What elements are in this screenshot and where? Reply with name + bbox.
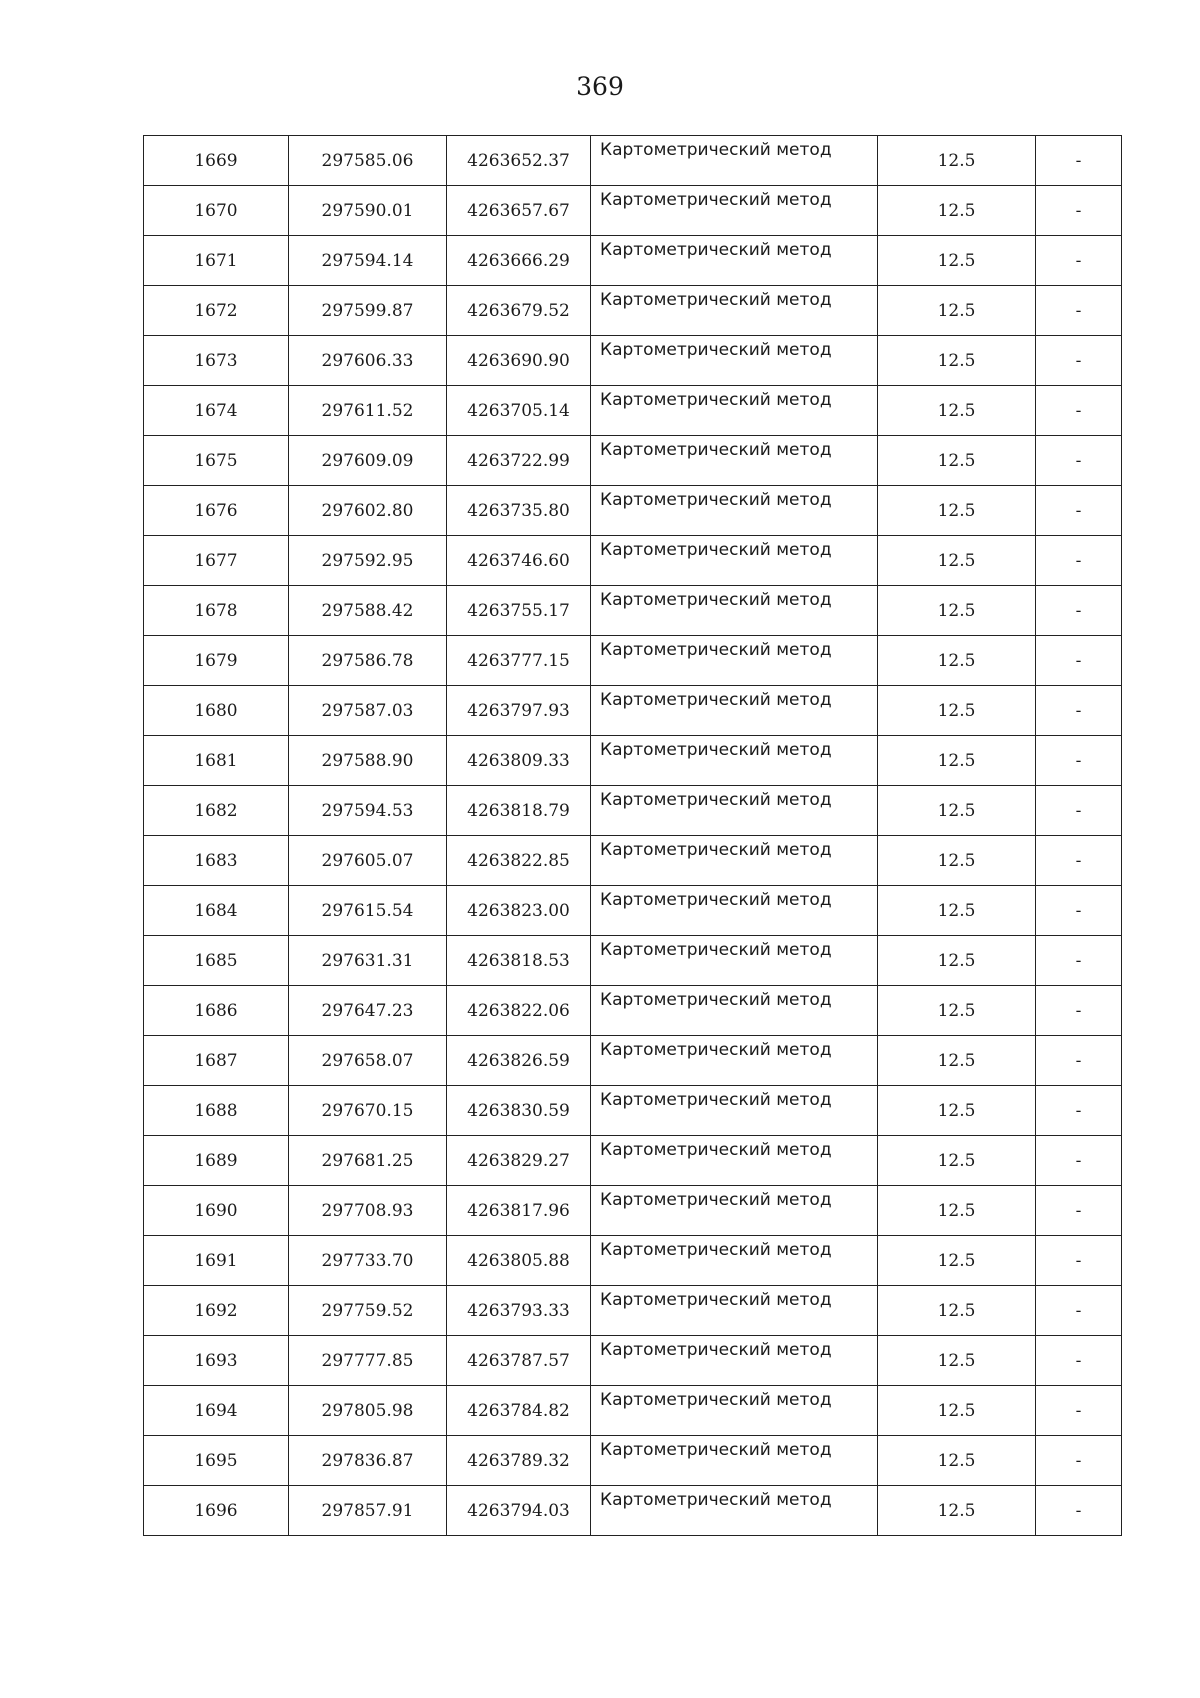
method-cell: Картометрический метод [591, 586, 878, 636]
x-coordinate-cell: 297611.52 [289, 386, 447, 436]
y-coordinate-cell: 4263666.29 [447, 236, 591, 286]
note-cell: - [1036, 686, 1122, 736]
x-coordinate-cell: 297681.25 [289, 1136, 447, 1186]
point-number-cell: 1692 [144, 1286, 289, 1336]
method-cell: Картометрический метод [591, 1236, 878, 1286]
accuracy-cell: 12.5 [878, 586, 1036, 636]
x-coordinate-cell: 297588.42 [289, 586, 447, 636]
point-number-cell: 1671 [144, 236, 289, 286]
accuracy-cell: 12.5 [878, 536, 1036, 586]
method-cell: Картометрический метод [591, 136, 878, 186]
accuracy-cell: 12.5 [878, 1136, 1036, 1186]
table-row [144, 1236, 1122, 1286]
x-coordinate-cell: 297602.80 [289, 486, 447, 536]
x-coordinate-cell: 297605.07 [289, 836, 447, 886]
y-coordinate-cell: 4263755.17 [447, 586, 591, 636]
method-cell: Картометрический метод [591, 1086, 878, 1136]
table-row [144, 536, 1122, 586]
point-number-cell: 1669 [144, 136, 289, 186]
point-number-cell: 1696 [144, 1486, 289, 1536]
x-coordinate-cell: 297586.78 [289, 636, 447, 686]
table-row [144, 386, 1122, 436]
note-cell: - [1036, 1186, 1122, 1236]
y-coordinate-cell: 4263705.14 [447, 386, 591, 436]
y-coordinate-cell: 4263735.80 [447, 486, 591, 536]
y-coordinate-cell: 4263805.88 [447, 1236, 591, 1286]
note-cell: - [1036, 1236, 1122, 1286]
coordinates-table-body [144, 136, 1122, 1536]
point-number-cell: 1675 [144, 436, 289, 486]
table-row [144, 936, 1122, 986]
y-coordinate-cell: 4263817.96 [447, 1186, 591, 1236]
y-coordinate-cell: 4263657.67 [447, 186, 591, 236]
x-coordinate-cell: 297647.23 [289, 986, 447, 1036]
accuracy-cell: 12.5 [878, 486, 1036, 536]
x-coordinate-cell: 297590.01 [289, 186, 447, 236]
method-cell: Картометрический метод [591, 836, 878, 886]
y-coordinate-cell: 4263818.53 [447, 936, 591, 986]
y-coordinate-cell: 4263809.33 [447, 736, 591, 786]
y-coordinate-cell: 4263829.27 [447, 1136, 591, 1186]
method-cell: Картометрический метод [591, 1286, 878, 1336]
x-coordinate-cell: 297599.87 [289, 286, 447, 336]
note-cell: - [1036, 1086, 1122, 1136]
accuracy-cell: 12.5 [878, 136, 1036, 186]
point-number-cell: 1686 [144, 986, 289, 1036]
table-row [144, 586, 1122, 636]
method-cell: Картометрический метод [591, 536, 878, 586]
table-row [144, 286, 1122, 336]
table-row [144, 236, 1122, 286]
point-number-cell: 1694 [144, 1386, 289, 1436]
point-number-cell: 1690 [144, 1186, 289, 1236]
accuracy-cell: 12.5 [878, 386, 1036, 436]
table-row [144, 1336, 1122, 1386]
accuracy-cell: 12.5 [878, 1436, 1036, 1486]
x-coordinate-cell: 297805.98 [289, 1386, 447, 1436]
accuracy-cell: 12.5 [878, 236, 1036, 286]
method-cell: Картометрический метод [591, 786, 878, 836]
method-cell: Картометрический метод [591, 1186, 878, 1236]
accuracy-cell: 12.5 [878, 986, 1036, 1036]
accuracy-cell: 12.5 [878, 936, 1036, 986]
table-row [144, 786, 1122, 836]
point-number-cell: 1687 [144, 1036, 289, 1086]
table-row [144, 1186, 1122, 1236]
point-number-cell: 1681 [144, 736, 289, 786]
accuracy-cell: 12.5 [878, 836, 1036, 886]
point-number-cell: 1674 [144, 386, 289, 436]
method-cell: Картометрический метод [591, 386, 878, 436]
x-coordinate-cell: 297631.31 [289, 936, 447, 986]
x-coordinate-cell: 297609.09 [289, 436, 447, 486]
note-cell: - [1036, 436, 1122, 486]
point-number-cell: 1685 [144, 936, 289, 986]
y-coordinate-cell: 4263793.33 [447, 1286, 591, 1336]
x-coordinate-cell: 297585.06 [289, 136, 447, 186]
table-row [144, 1136, 1122, 1186]
y-coordinate-cell: 4263679.52 [447, 286, 591, 336]
note-cell: - [1036, 1136, 1122, 1186]
accuracy-cell: 12.5 [878, 786, 1036, 836]
accuracy-cell: 12.5 [878, 886, 1036, 936]
method-cell: Картометрический метод [591, 1336, 878, 1386]
page-number: 369 [576, 72, 624, 101]
point-number-cell: 1695 [144, 1436, 289, 1486]
method-cell: Картометрический метод [591, 936, 878, 986]
table-row [144, 1386, 1122, 1436]
note-cell: - [1036, 386, 1122, 436]
note-cell: - [1036, 486, 1122, 536]
note-cell: - [1036, 136, 1122, 186]
accuracy-cell: 12.5 [878, 686, 1036, 736]
table-row [144, 1036, 1122, 1086]
y-coordinate-cell: 4263722.99 [447, 436, 591, 486]
table-row [144, 636, 1122, 686]
table-row [144, 486, 1122, 536]
x-coordinate-cell: 297857.91 [289, 1486, 447, 1536]
method-cell: Картометрический метод [591, 736, 878, 786]
x-coordinate-cell: 297615.54 [289, 886, 447, 936]
table-row [144, 336, 1122, 386]
method-cell: Картометрический метод [591, 1486, 878, 1536]
y-coordinate-cell: 4263822.06 [447, 986, 591, 1036]
note-cell: - [1036, 786, 1122, 836]
method-cell: Картометрический метод [591, 986, 878, 1036]
x-coordinate-cell: 297777.85 [289, 1336, 447, 1386]
accuracy-cell: 12.5 [878, 1486, 1036, 1536]
y-coordinate-cell: 4263789.32 [447, 1436, 591, 1486]
point-number-cell: 1689 [144, 1136, 289, 1186]
y-coordinate-cell: 4263787.57 [447, 1336, 591, 1386]
accuracy-cell: 12.5 [878, 1036, 1036, 1086]
table-row [144, 986, 1122, 1036]
y-coordinate-cell: 4263746.60 [447, 536, 591, 586]
method-cell: Картометрический метод [591, 436, 878, 486]
y-coordinate-cell: 4263823.00 [447, 886, 591, 936]
table-row [144, 736, 1122, 786]
note-cell: - [1036, 536, 1122, 586]
x-coordinate-cell: 297658.07 [289, 1036, 447, 1086]
note-cell: - [1036, 586, 1122, 636]
method-cell: Картометрический метод [591, 186, 878, 236]
note-cell: - [1036, 1336, 1122, 1386]
note-cell: - [1036, 186, 1122, 236]
y-coordinate-cell: 4263690.90 [447, 336, 591, 386]
point-number-cell: 1682 [144, 786, 289, 836]
point-number-cell: 1683 [144, 836, 289, 886]
method-cell: Картометрический метод [591, 1036, 878, 1086]
table-row [144, 836, 1122, 886]
x-coordinate-cell: 297836.87 [289, 1436, 447, 1486]
x-coordinate-cell: 297670.15 [289, 1086, 447, 1136]
point-number-cell: 1679 [144, 636, 289, 686]
y-coordinate-cell: 4263822.85 [447, 836, 591, 886]
y-coordinate-cell: 4263794.03 [447, 1486, 591, 1536]
accuracy-cell: 12.5 [878, 736, 1036, 786]
point-number-cell: 1688 [144, 1086, 289, 1136]
y-coordinate-cell: 4263826.59 [447, 1036, 591, 1086]
note-cell: - [1036, 1486, 1122, 1536]
accuracy-cell: 12.5 [878, 1336, 1036, 1386]
y-coordinate-cell: 4263818.79 [447, 786, 591, 836]
note-cell: - [1036, 986, 1122, 1036]
x-coordinate-cell: 297759.52 [289, 1286, 447, 1336]
y-coordinate-cell: 4263784.82 [447, 1386, 591, 1436]
accuracy-cell: 12.5 [878, 336, 1036, 386]
method-cell: Картометрический метод [591, 886, 878, 936]
x-coordinate-cell: 297592.95 [289, 536, 447, 586]
y-coordinate-cell: 4263777.15 [447, 636, 591, 686]
method-cell: Картометрический метод [591, 636, 878, 686]
note-cell: - [1036, 336, 1122, 386]
x-coordinate-cell: 297594.53 [289, 786, 447, 836]
table-row [144, 136, 1122, 186]
accuracy-cell: 12.5 [878, 1286, 1036, 1336]
note-cell: - [1036, 836, 1122, 886]
point-number-cell: 1670 [144, 186, 289, 236]
note-cell: - [1036, 736, 1122, 786]
accuracy-cell: 12.5 [878, 1236, 1036, 1286]
y-coordinate-cell: 4263652.37 [447, 136, 591, 186]
coordinates-table [143, 135, 1122, 1536]
method-cell: Картометрический метод [591, 486, 878, 536]
point-number-cell: 1672 [144, 286, 289, 336]
point-number-cell: 1693 [144, 1336, 289, 1386]
accuracy-cell: 12.5 [878, 1386, 1036, 1436]
method-cell: Картометрический метод [591, 236, 878, 286]
y-coordinate-cell: 4263797.93 [447, 686, 591, 736]
note-cell: - [1036, 886, 1122, 936]
table-row [144, 1086, 1122, 1136]
x-coordinate-cell: 297587.03 [289, 686, 447, 736]
note-cell: - [1036, 636, 1122, 686]
accuracy-cell: 12.5 [878, 636, 1036, 686]
point-number-cell: 1680 [144, 686, 289, 736]
method-cell: Картометрический метод [591, 1386, 878, 1436]
point-number-cell: 1684 [144, 886, 289, 936]
table-row [144, 436, 1122, 486]
point-number-cell: 1677 [144, 536, 289, 586]
method-cell: Картометрический метод [591, 1436, 878, 1486]
y-coordinate-cell: 4263830.59 [447, 1086, 591, 1136]
point-number-cell: 1691 [144, 1236, 289, 1286]
x-coordinate-cell: 297594.14 [289, 236, 447, 286]
x-coordinate-cell: 297588.90 [289, 736, 447, 786]
method-cell: Картометрический метод [591, 336, 878, 386]
method-cell: Картометрический метод [591, 286, 878, 336]
method-cell: Картометрический метод [591, 1136, 878, 1186]
table-row [144, 186, 1122, 236]
accuracy-cell: 12.5 [878, 286, 1036, 336]
table-row [144, 886, 1122, 936]
accuracy-cell: 12.5 [878, 186, 1036, 236]
note-cell: - [1036, 1436, 1122, 1486]
x-coordinate-cell: 297708.93 [289, 1186, 447, 1236]
note-cell: - [1036, 1286, 1122, 1336]
table-row [144, 1286, 1122, 1336]
accuracy-cell: 12.5 [878, 1086, 1036, 1136]
note-cell: - [1036, 1386, 1122, 1436]
table-row [144, 1436, 1122, 1486]
note-cell: - [1036, 236, 1122, 286]
table-row [144, 1486, 1122, 1536]
x-coordinate-cell: 297606.33 [289, 336, 447, 386]
note-cell: - [1036, 1036, 1122, 1086]
table-row [144, 686, 1122, 736]
point-number-cell: 1676 [144, 486, 289, 536]
note-cell: - [1036, 936, 1122, 986]
point-number-cell: 1673 [144, 336, 289, 386]
accuracy-cell: 12.5 [878, 436, 1036, 486]
x-coordinate-cell: 297733.70 [289, 1236, 447, 1286]
accuracy-cell: 12.5 [878, 1186, 1036, 1236]
method-cell: Картометрический метод [591, 686, 878, 736]
note-cell: - [1036, 286, 1122, 336]
point-number-cell: 1678 [144, 586, 289, 636]
